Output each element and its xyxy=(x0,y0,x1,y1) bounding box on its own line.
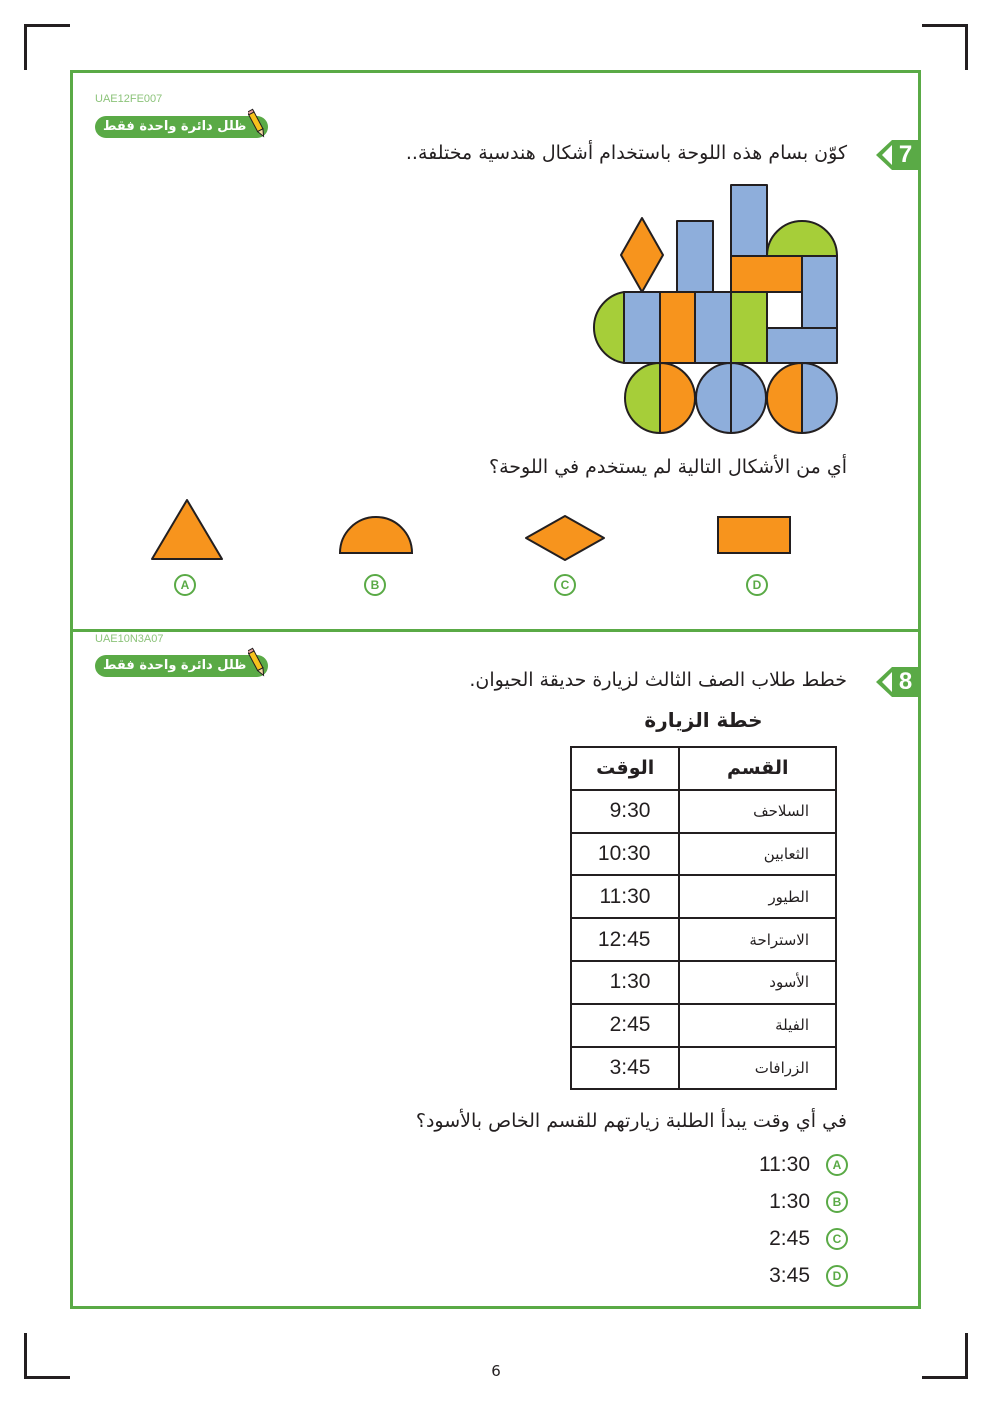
q8-option-d-circle[interactable]: D xyxy=(826,1265,848,1287)
q7-choice-a-circle[interactable]: A xyxy=(174,574,196,596)
q8-number: 8 xyxy=(898,668,913,695)
q8-option-c-circle[interactable]: C xyxy=(826,1228,848,1250)
section-header: القسم xyxy=(679,747,836,790)
q7-question: أي من الأشكال التالية لم يستخدم في اللوحة؟ xyxy=(488,456,847,478)
rhombus-shape xyxy=(510,495,620,565)
q8-option-a-circle[interactable]: A xyxy=(826,1154,848,1176)
q7-number-tab xyxy=(876,140,919,170)
table-row xyxy=(571,1047,836,1090)
row-section: الطيور xyxy=(679,875,836,918)
row-time: 9:30 xyxy=(571,790,679,833)
q7-choice-b-circle[interactable]: B xyxy=(364,574,386,596)
q7-stem: كوّن بسام هذه اللوحة باستخدام أشكال هندسية مختلفة.. xyxy=(405,142,847,164)
row-section: الفيلة xyxy=(679,1004,836,1047)
q7-code: UAE12FE007 xyxy=(95,93,163,105)
crop-mark-top-left xyxy=(24,24,70,70)
q8-instruction: ظلل دائرة واحدة فقط xyxy=(103,658,247,673)
q8-option-d-value: 3:45 xyxy=(769,1264,810,1287)
row-section: الاستراحة xyxy=(679,918,836,961)
row-time: 11:30 xyxy=(571,875,679,918)
table-row xyxy=(571,918,836,961)
q8-option-b[interactable] xyxy=(700,1187,850,1217)
q8-number-tab xyxy=(876,667,919,697)
row-section: الزرافات xyxy=(679,1047,836,1090)
q8-stem: خطط طلاب الصف الثالث لزيارة حديقة الحيوان. xyxy=(469,669,847,691)
q8-option-c[interactable] xyxy=(700,1224,850,1254)
q7-instruction-badge xyxy=(95,116,268,138)
pencil-icon xyxy=(248,108,266,140)
row-time: 10:30 xyxy=(571,833,679,876)
rectangle-shape xyxy=(702,495,812,565)
row-section: الأسود xyxy=(679,961,836,1004)
q7-choice-c-circle[interactable]: C xyxy=(554,574,576,596)
q8-option-b-circle[interactable]: B xyxy=(826,1191,848,1213)
q8-instruction-badge xyxy=(95,655,268,677)
q7-number: 7 xyxy=(898,141,913,168)
visit-plan-table xyxy=(570,746,837,1090)
q7-choice-b[interactable] xyxy=(320,495,430,605)
table-row xyxy=(571,833,836,876)
q7-choices xyxy=(130,495,850,605)
q8-code: UAE10N3A07 xyxy=(95,633,164,645)
crop-mark-top-right xyxy=(922,24,968,70)
q8-option-a[interactable] xyxy=(700,1150,850,1180)
q8-question: في أي وقت يبدأ الطلبة زيارتهم للقسم الخاص بالأسود؟ xyxy=(415,1110,847,1132)
q7-choice-d[interactable] xyxy=(702,495,812,605)
time-header: الوقت xyxy=(571,747,679,790)
q7-instruction: ظلل دائرة واحدة فقط xyxy=(103,119,247,134)
row-time: 1:30 xyxy=(571,961,679,1004)
q8-option-c-value: 2:45 xyxy=(769,1227,810,1250)
table-row xyxy=(571,790,836,833)
semicircle-shape xyxy=(320,495,430,565)
triangle-shape xyxy=(130,495,240,565)
table-row xyxy=(571,875,836,918)
q7-choice-c[interactable] xyxy=(510,495,620,605)
table-header-row xyxy=(571,747,836,790)
q8-option-a-value: 11:30 xyxy=(759,1153,810,1176)
page-number: 6 xyxy=(491,1362,501,1380)
row-time: 3:45 xyxy=(571,1047,679,1090)
question-divider xyxy=(70,629,921,632)
visit-plan-title: خطة الزيارة xyxy=(644,708,763,732)
row-time: 12:45 xyxy=(571,918,679,961)
q7-choice-d-circle[interactable]: D xyxy=(746,574,768,596)
row-time: 2:45 xyxy=(571,1004,679,1047)
table-row xyxy=(571,1004,836,1047)
row-section: الثعابين xyxy=(679,833,836,876)
pencil-icon xyxy=(248,647,266,679)
q7-shape-picture xyxy=(585,183,841,438)
row-section: السلاحف xyxy=(679,790,836,833)
q8-option-b-value: 1:30 xyxy=(769,1190,810,1213)
q7-choice-a[interactable] xyxy=(130,495,240,605)
table-row xyxy=(571,961,836,1004)
q8-option-d[interactable] xyxy=(700,1261,850,1291)
